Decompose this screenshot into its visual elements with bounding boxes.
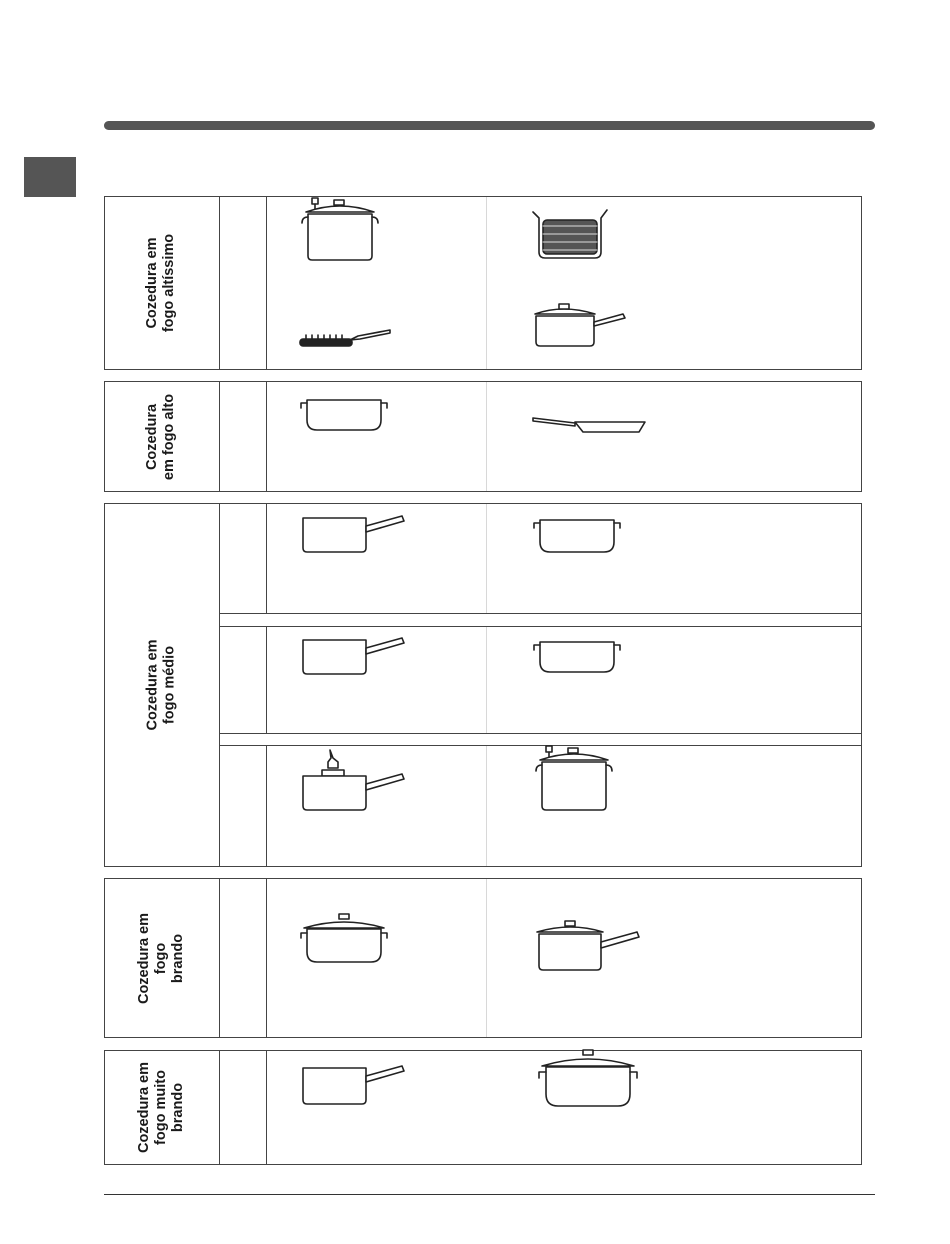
section-label-high: Cozedura em fogo alto (144, 393, 178, 480)
footer-rule (104, 1194, 875, 1195)
casserole-with-lid-icon (536, 1048, 642, 1110)
row-divider (219, 733, 862, 734)
saucepan-with-lid-icon (535, 918, 645, 974)
section-label-medium: Cozedura em fogo médio (144, 639, 178, 731)
section-label-very-high: Cozedura em fogo altíssimo (144, 233, 178, 333)
column-divider (219, 503, 220, 867)
grill-pan-icon (298, 326, 394, 352)
casserole-with-lid-icon (298, 912, 394, 968)
column-guide (486, 504, 487, 613)
column-divider (219, 196, 220, 370)
saucepan-with-lid-icon (533, 300, 629, 352)
column-guide (486, 197, 487, 369)
saucepan-icon (300, 1064, 410, 1110)
saucepan-icon (300, 636, 410, 682)
column-divider (266, 745, 267, 867)
casserole-icon (298, 394, 394, 436)
stockpot-with-lid-icon (300, 196, 380, 266)
column-divider (266, 381, 267, 492)
column-divider (219, 381, 220, 492)
section-label-very-low: Cozedura em fogo muito brando (136, 1061, 186, 1154)
column-divider (219, 1050, 220, 1165)
column-divider (219, 878, 220, 1038)
row-divider (219, 613, 862, 614)
column-divider (266, 1050, 267, 1165)
header-rule (104, 121, 875, 130)
saucepan-with-coffee-maker-icon (300, 748, 410, 814)
section-label-low: Cozedura em fogo brando (136, 912, 186, 1004)
stockpot-with-lid-icon (534, 744, 614, 814)
column-divider (266, 626, 267, 733)
column-divider (266, 196, 267, 370)
column-guide (486, 879, 487, 1037)
column-divider (266, 878, 267, 1038)
column-divider (266, 503, 267, 613)
saucepan-icon (300, 512, 410, 558)
chapter-tab (24, 157, 76, 197)
frying-pan-icon (531, 412, 651, 436)
row-divider (219, 626, 862, 627)
casserole-icon (531, 516, 627, 558)
casserole-icon (531, 638, 627, 680)
column-guide (486, 746, 487, 866)
column-guide (486, 627, 487, 733)
fry-basket-icon (531, 208, 611, 264)
column-guide (486, 382, 487, 491)
